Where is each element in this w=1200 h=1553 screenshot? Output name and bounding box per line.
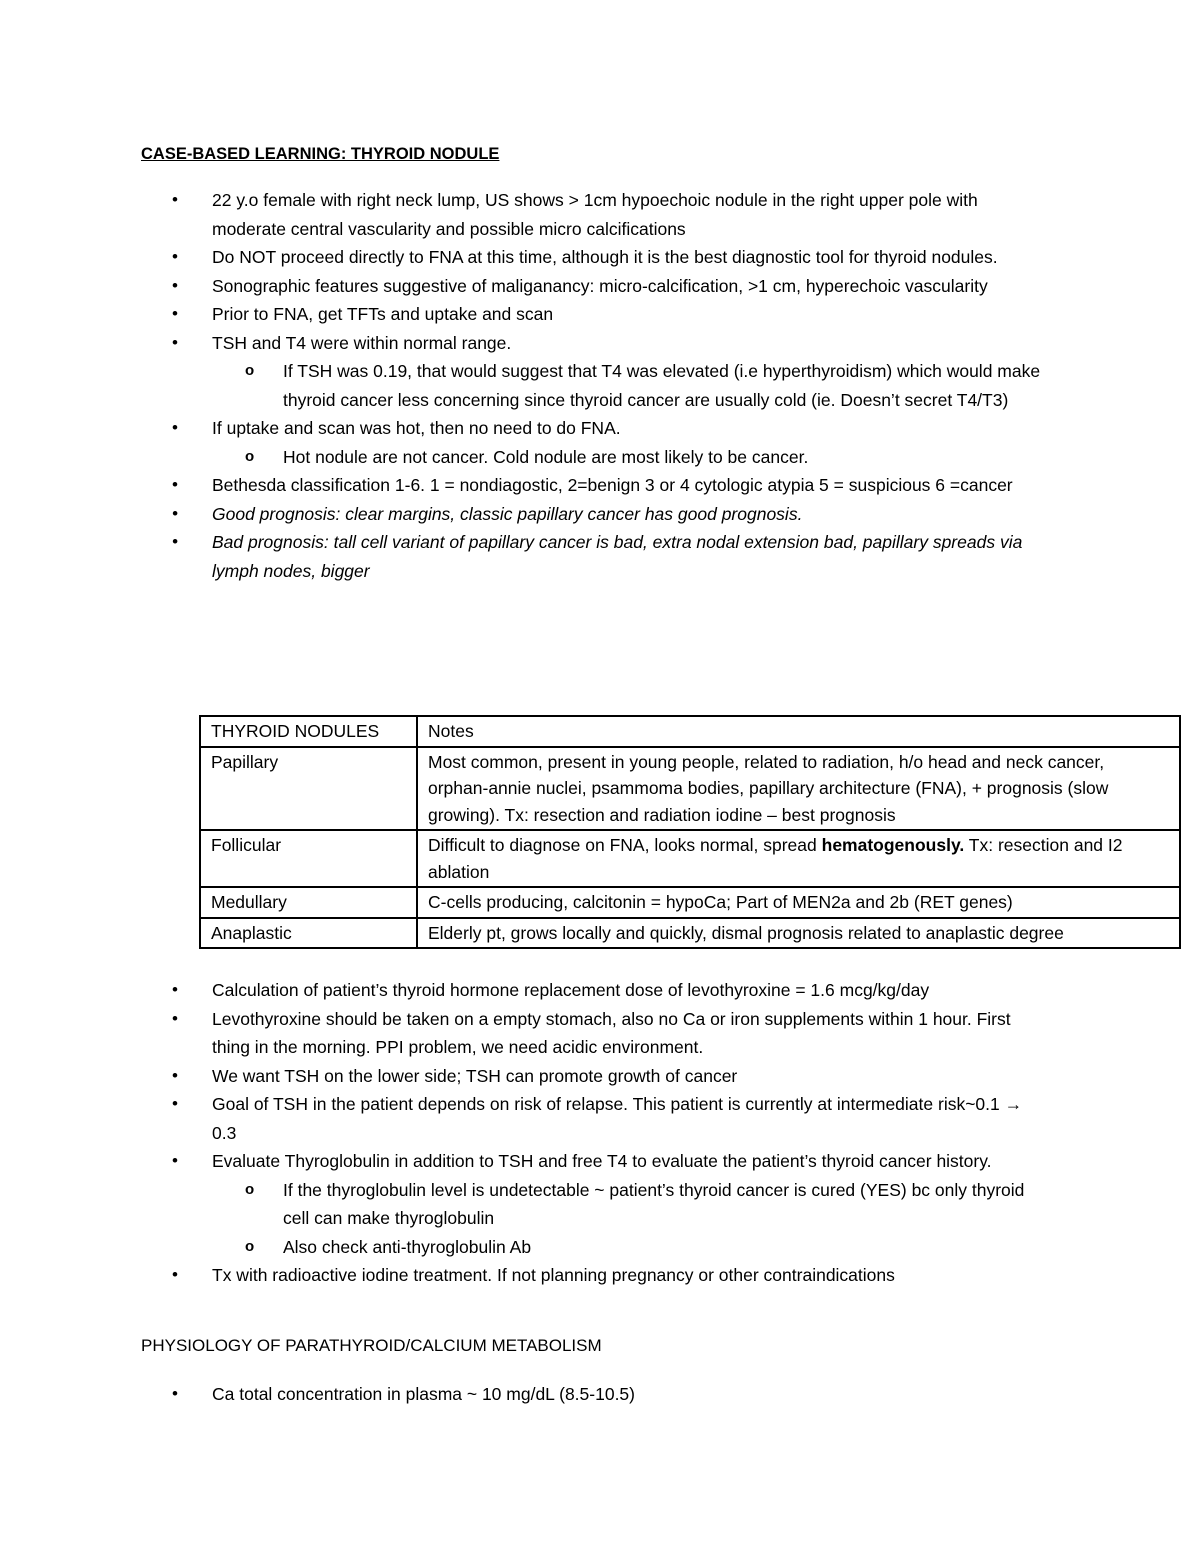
list-item-good-prognosis: • Good prognosis: clear margins, classic papillary cancer has good prognosis. — [0, 500, 1042, 529]
list-item: • We want TSH on the lower side; TSH can promote growth of cancer — [0, 1062, 1042, 1091]
thyroid-nodules-table — [199, 715, 1181, 949]
bullet-list-case — [0, 186, 1200, 585]
table-row — [200, 887, 1180, 918]
sub-list-item: o Hot nodule are not cancer. Cold nodule are most likely to be cancer. — [0, 443, 1043, 472]
table-cell-notes: Elderly pt, grows locally and quickly, dismal prognosis related to anaplastic degree — [417, 918, 1180, 949]
list-item: • Evaluate Thyroglobulin in addition to TSH and free T4 to evaluate the patient’s thyroid cancer history. — [0, 1147, 1042, 1176]
table-cell-notes: Difficult to diagnose on FNA, looks normal, spread hematogenously. Tx: resection and I2 ablation — [417, 830, 1180, 887]
table-row — [200, 747, 1180, 831]
sub-list-item: o If TSH was 0.19, that would suggest that T4 was elevated (i.e hyperthyroidism) which would make thyroid cancer less concerning since thyroid cancer are usually cold (ie. Doesn’t secret T4/T3) — [0, 357, 1043, 414]
bullet-list-calcium — [0, 1380, 1200, 1409]
table-cell-notes: Most common, present in young people, related to radiation, h/o head and neck cancer, orphan-annie nuclei, psammoma bodies, papillary architecture (FNA), + prognosis (slow growing). Tx: resection and radiation iodine – best prognosis — [417, 747, 1180, 831]
table-row — [200, 830, 1180, 887]
list-item: • Goal of TSH in the patient depends on risk of relapse. This patient is currently at intermediate risk~0.1 → 0.3 — [0, 1090, 1042, 1147]
bullet-list-treatment — [0, 976, 1200, 1290]
list-item-bad-prognosis: • Bad prognosis: tall cell variant of papillary cancer is bad, extra nodal extension bad, papillary spreads via lymph nodes, bigger — [0, 528, 1042, 585]
list-item: • Sonographic features suggestive of maliganancy: micro-calcification, >1 cm, hyperechoic vascularity — [0, 272, 1042, 301]
list-item: • Calculation of patient’s thyroid hormone replacement dose of levothyroxine = 1.6 mcg/kg/day — [0, 976, 1042, 1005]
column-header-notes: Notes — [417, 716, 1180, 747]
column-header-type: THYROID NODULES — [200, 716, 417, 747]
list-item: • Ca total concentration in plasma ~ 10 mg/dL (8.5-10.5) — [0, 1380, 1042, 1409]
sub-list-item: o Also check anti-thyroglobulin Ab — [0, 1233, 1043, 1262]
list-item: • If uptake and scan was hot, then no need to do FNA. — [0, 414, 1042, 443]
section-heading: PHYSIOLOGY OF PARATHYROID/CALCIUM METABOLISM — [141, 1336, 602, 1355]
table-cell-type: Anaplastic — [200, 918, 417, 949]
list-item: • TSH and T4 were within normal range. — [0, 329, 1042, 358]
list-item: • 22 y.o female with right neck lump, US shows > 1cm hypoechoic nodule in the right upper pole with moderate central vascularity and possible micro calcifications — [0, 186, 1042, 243]
list-item: • Levothyroxine should be taken on a empty stomach, also no Ca or iron supplements within 1 hour. First thing in the morning. PPI problem, we need acidic environment. — [0, 1005, 1042, 1062]
sub-list-item: o If the thyroglobulin level is undetectable ~ patient’s thyroid cancer is cured (YES) bc only thyroid cell can make thyroglobulin — [0, 1176, 1043, 1233]
list-item: • Tx with radioactive iodine treatment. If not planning pregnancy or other contraindications — [0, 1261, 1042, 1290]
table-cell-type: Medullary — [200, 887, 417, 918]
table-cell-type: Follicular — [200, 830, 417, 887]
list-item: • Prior to FNA, get TFTs and uptake and scan — [0, 300, 1042, 329]
table-row — [200, 918, 1180, 949]
page-title: CASE-BASED LEARNING: THYROID NODULE — [141, 145, 500, 163]
table-cell-notes: C-cells producing, calcitonin = hypoCa; Part of MEN2a and 2b (RET genes) — [417, 887, 1180, 918]
list-item: • Bethesda classification 1-6. 1 = nondiagostic, 2=benign 3 or 4 cytologic atypia 5 = suspicious 6 =cancer — [0, 471, 1042, 500]
table-header-row — [200, 716, 1180, 747]
table-cell-type: Papillary — [200, 747, 417, 831]
list-item: • Do NOT proceed directly to FNA at this time, although it is the best diagnostic tool for thyroid nodules. — [0, 243, 1042, 272]
